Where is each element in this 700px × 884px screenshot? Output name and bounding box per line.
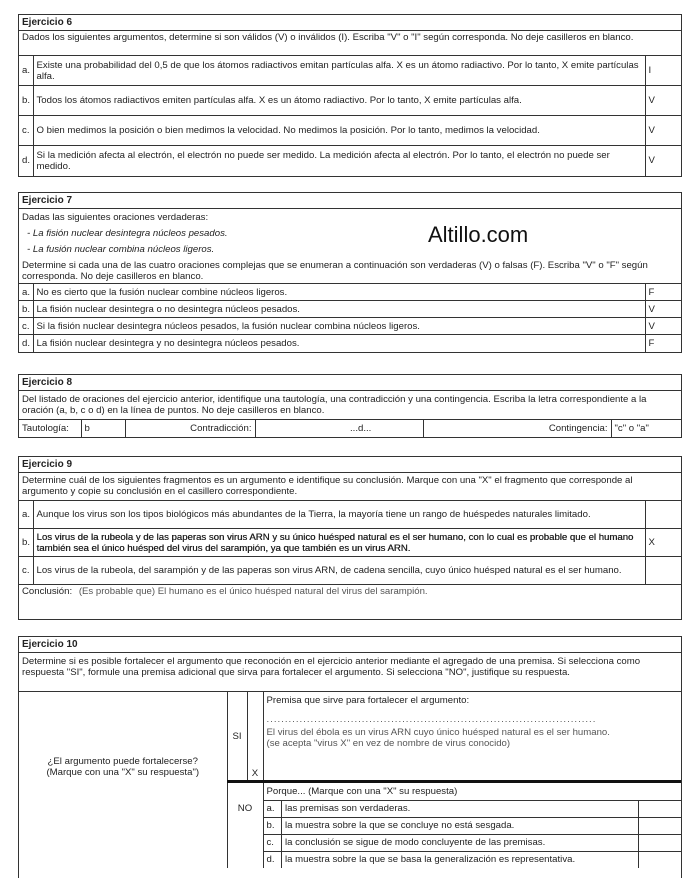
exercise-10-title: Ejercicio 10 xyxy=(19,637,681,653)
row-text: Existe una probabilidad del 0,5 de que los átomos radiactivos emitan partículas alfa. X es un átomo radiactivo. Por lo tanto, X emite partículas alfa. xyxy=(33,56,645,86)
exercise-8-table xyxy=(19,419,681,437)
answer-cell[interactable]: F xyxy=(645,335,681,352)
answer-cell[interactable] xyxy=(645,501,681,529)
question-cell xyxy=(19,692,227,869)
tautologia-label: Tautología: xyxy=(19,420,81,437)
exercise-6 xyxy=(18,14,682,177)
exercise-7-intro: Dadas las siguientes oraciones verdaderas: xyxy=(22,212,209,223)
row-text: O bien medimos la posición o bien medimos la velocidad. No medimos la posición. Por lo tanto, medimos la velocidad. xyxy=(33,116,645,146)
row-text: la muestra sobre la que se concluye no está sesgada. xyxy=(282,817,639,834)
row-letter: d. xyxy=(19,335,33,352)
table-row xyxy=(19,86,681,116)
row-letter: a. xyxy=(19,56,33,86)
table-row xyxy=(19,301,681,318)
exercise-9-table xyxy=(19,500,681,619)
contradiccion-value[interactable]: ...d... xyxy=(347,420,423,437)
row-letter: c. xyxy=(19,116,33,146)
si-label: SI xyxy=(227,692,247,782)
porque-header-row xyxy=(264,783,682,800)
no-cell xyxy=(227,782,263,869)
si-row xyxy=(19,692,681,782)
row-text: Los virus de la rubeola, del sarampión y de las paperas son virus ARN, de cadena sencilla, cuyo único huésped natural es el ser humano. xyxy=(33,557,645,585)
porque-table xyxy=(264,783,682,868)
question-text: ¿El argumento puede fortalecerse? xyxy=(47,756,198,767)
row-text: La fisión nuclear desintegra o no desintegra núcleos pesados. xyxy=(33,301,645,318)
exercise-7-table xyxy=(19,283,681,352)
exercise-7-premise-1 xyxy=(19,224,681,240)
exercise-8 xyxy=(18,374,682,438)
table-row xyxy=(19,335,681,352)
row-text: Si la medición afecta al electrón, el electrón no puede ser medido. La medición afecta al electrón. Por lo tanto, el electrón no puede ser medido. xyxy=(33,146,645,176)
conclusion-value[interactable]: (Es probable que) El humano es el único huésped natural del virus del sarampión. xyxy=(78,586,428,597)
answer-cell[interactable]: V xyxy=(645,146,681,176)
tautologia-value[interactable]: b xyxy=(81,420,125,437)
conclusion-cell xyxy=(19,585,681,619)
table-row xyxy=(19,557,681,585)
contingencia-value[interactable]: "c" o "a" xyxy=(611,420,681,437)
exercise-6-title: Ejercicio 6 xyxy=(19,15,681,31)
premise-1-text: - La fisión nuclear desintegra núcleos pesados. xyxy=(27,228,228,239)
table-row xyxy=(19,318,681,335)
answer-cell[interactable]: I xyxy=(645,56,681,86)
exercise-10 xyxy=(18,636,682,878)
row-letter: c. xyxy=(19,318,33,335)
watermark: Altillo.com xyxy=(428,222,529,247)
si-mark[interactable]: X xyxy=(247,692,263,782)
row-text: Todos los átomos radiactivos emiten partículas alfa. X es un átomo radiactivo. Por lo tanto, X emite partículas alfa. xyxy=(33,86,645,116)
exercise-6-instructions: Dados los siguientes argumentos, determine si son válidos (V) o inválidos (I). Escriba "V" o "I" según corresponda. No deje casilleros en blanco. xyxy=(22,32,634,43)
contingencia-label: Contingencia: xyxy=(423,420,611,437)
table-row xyxy=(19,56,681,86)
row-letter: b. xyxy=(19,301,33,318)
premisa-label: Premisa que sirve para fortalecer el argumento: xyxy=(266,695,470,706)
row-letter: c. xyxy=(264,834,282,851)
row-letter: d. xyxy=(19,146,33,176)
premisa-dots: .......................................................................................... xyxy=(266,714,597,725)
table-row xyxy=(19,146,681,176)
contradiccion-label: Contradicción: xyxy=(125,420,255,437)
table-row xyxy=(19,284,681,301)
row-letter: d. xyxy=(264,851,282,868)
row-letter: c. xyxy=(19,557,33,585)
porque-cell xyxy=(263,782,681,869)
premisa-note: (se acepta "virus X" en vez de nombre de virus conocido) xyxy=(266,738,511,749)
premisa-cell xyxy=(263,692,681,782)
row-text: la conclusión se sigue de modo concluyente de las premisas. xyxy=(282,834,639,851)
answer-cell[interactable] xyxy=(639,851,681,868)
question-hint: (Marque con una "X" su respuesta") xyxy=(46,767,200,778)
row-text: Si la fisión nuclear desintegra núcleos pesados, la fusión nuclear combina núcleos ligeros. xyxy=(33,318,645,335)
table-row xyxy=(264,834,682,851)
answer-cell[interactable]: V xyxy=(645,116,681,146)
row-text: Los virus de la rubeola y de las paperas son virus ARN y su único huésped natural es el ser humano, con lo cual es probable que el humano también sea el único huésped del virus del sarampión, ya que también es un virus ARN. xyxy=(33,529,645,557)
exercise-7-title: Ejercicio 7 xyxy=(19,193,681,209)
table-row xyxy=(264,851,682,868)
answer-cell[interactable]: V xyxy=(645,301,681,318)
exercise-7-instructions: Determine si cada una de las cuatro oraciones complejas que se enumeran a continuación son verdaderas (V) o falsas (F). Escriba "V" o "F" según corresponda. No deje casilleros en blanco. xyxy=(22,260,648,282)
table-row xyxy=(264,817,682,834)
answer-cell[interactable] xyxy=(639,800,681,817)
row-letter: a. xyxy=(19,284,33,301)
row-text: Aunque los virus son los tipos biológicos más abundantes de la Tierra, la mayoría tiene un rango de huéspedes naturales limitado. xyxy=(33,501,645,529)
answer-cell[interactable]: X xyxy=(645,529,681,557)
row-text: La fisión nuclear desintegra y no desintegra núcleos pesados. xyxy=(33,335,645,352)
table-row xyxy=(19,501,681,529)
row-letter: a. xyxy=(264,800,282,817)
row-text: No es cierto que la fusión nuclear combine núcleos ligeros. xyxy=(33,284,645,301)
answer-cell[interactable] xyxy=(639,817,681,834)
table-row xyxy=(264,800,682,817)
exercise-9-title: Ejercicio 9 xyxy=(19,457,681,473)
exercise-9 xyxy=(18,456,682,620)
answer-cell[interactable] xyxy=(639,834,681,851)
table-row xyxy=(19,116,681,146)
row-text: las premisas son verdaderas. xyxy=(282,800,639,817)
answer-cell[interactable]: F xyxy=(645,284,681,301)
premise-2-text: - La fusión nuclear combina núcleos ligeros. xyxy=(27,244,215,255)
row-letter: b. xyxy=(19,529,33,557)
table-row xyxy=(19,420,681,437)
exercise-8-title: Ejercicio 8 xyxy=(19,375,681,391)
exercise-10-instructions: Determine si es posible fortalecer el argumento que reconoción en el ejercicio anterior mediante el agregado de una premisa. Si selecciona como respuesta "SI", formule una premisa adicional que sirva para fortalecer el argumento. Si selecciona "NO", justifique su respuesta. xyxy=(22,656,641,678)
exercise-9-instructions: Determine cuál de los siguientes fragmentos es un argumento e identifique su conclusión. Marque con una "X" el fragmento que corresponde al argumento y copie su conclusión en el casillero correspondiente. xyxy=(22,475,633,497)
conclusion-row xyxy=(19,585,681,619)
exercise-8-instructions: Del listado de oraciones del ejercicio anterior, identifique una tautología, una contradicción y una contingencia. Escriba la letra correspondiente a la oración (a, b, c o d) en la línea de puntos. No deje casilleros en blanco. xyxy=(22,394,647,416)
premisa-answer[interactable]: El virus del ébola es un virus ARN cuyo único huésped natural es el ser humano. xyxy=(266,727,610,738)
exercise-7-premise-2 xyxy=(19,240,681,256)
answer-cell[interactable]: V xyxy=(645,86,681,116)
no-label: NO xyxy=(237,803,253,814)
porque-label: Porque... (Marque con una "X" su respuesta) xyxy=(266,785,458,797)
exercise-10-table xyxy=(19,691,681,868)
row-letter: a. xyxy=(19,501,33,529)
table-row xyxy=(19,529,681,557)
row-letter: b. xyxy=(264,817,282,834)
exercise-7 xyxy=(18,192,682,353)
exercise-6-table xyxy=(19,55,681,176)
conclusion-label: Conclusión: xyxy=(22,586,73,597)
answer-cell[interactable] xyxy=(645,557,681,585)
row-letter: b. xyxy=(19,86,33,116)
answer-cell[interactable]: V xyxy=(645,318,681,335)
row-text: la muestra sobre la que se basa la generalización es representativa. xyxy=(282,851,639,868)
